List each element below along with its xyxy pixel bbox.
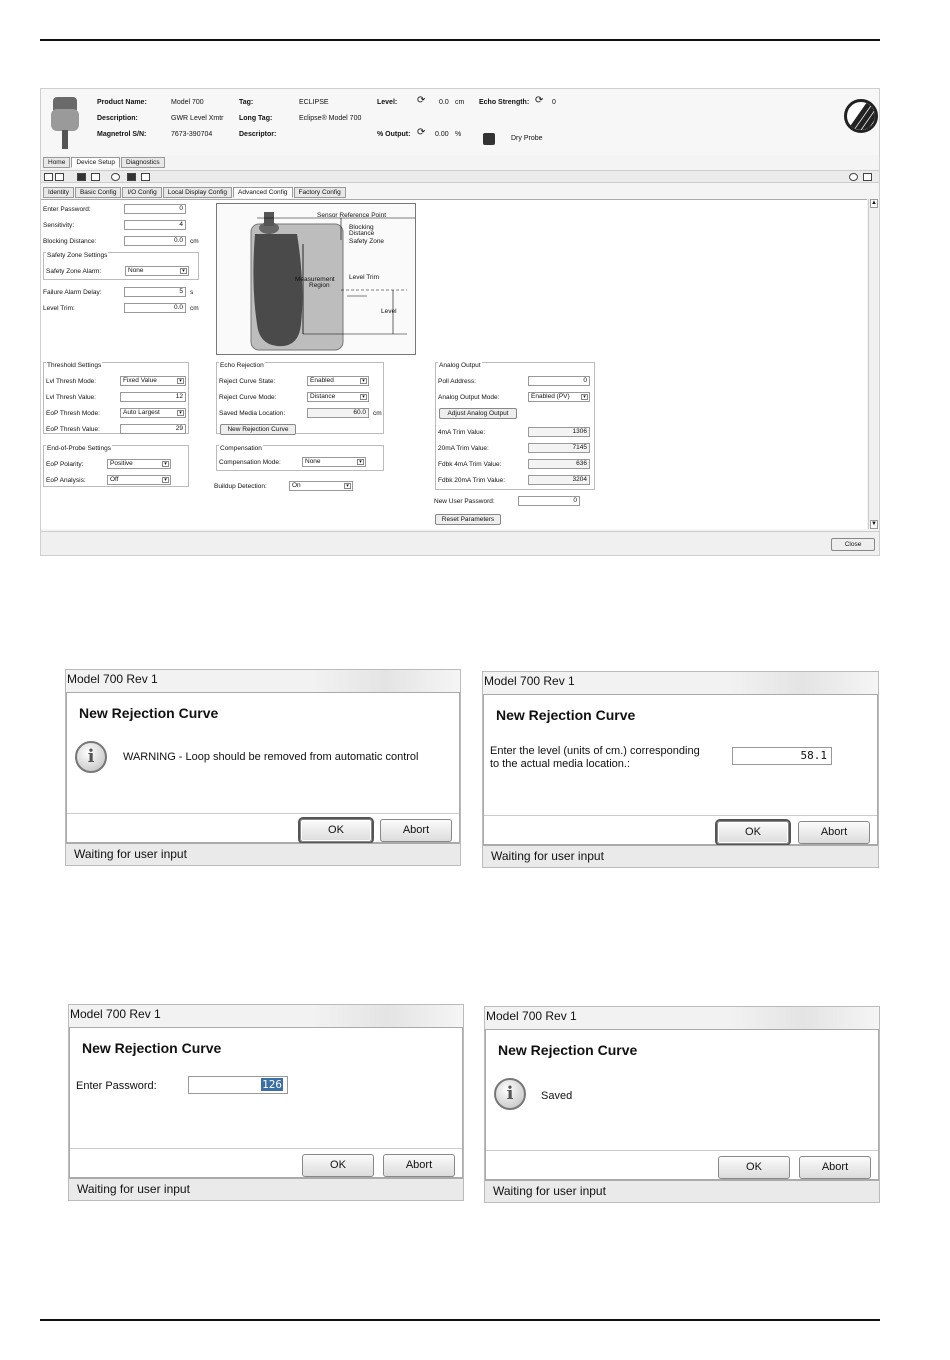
abort-button[interactable]: Abort xyxy=(380,819,452,842)
info-icon: i xyxy=(75,741,107,773)
poll-address-field[interactable]: 0 xyxy=(528,376,590,386)
chevron-down-icon: ▾ xyxy=(180,268,187,274)
dialog-heading: New Rejection Curve xyxy=(82,1040,222,1056)
eop-polarity-select[interactable]: Positive ▾ xyxy=(107,459,171,469)
title-bar-fade xyxy=(728,672,878,694)
level-diagram-label: Level xyxy=(381,308,397,315)
saved-media-location-unit: cm xyxy=(373,410,382,417)
level-input[interactable]: 58.1 xyxy=(732,747,832,765)
status-bar: Waiting for user input xyxy=(485,1180,879,1202)
compensation-title: Compensation xyxy=(220,445,262,452)
tab-basic-config[interactable]: Basic Config xyxy=(75,187,122,198)
dialog-body xyxy=(69,1027,463,1178)
serial-label: Magnetrol S/N: xyxy=(97,131,147,138)
output-unit: % xyxy=(455,131,462,138)
password-dialog xyxy=(68,1004,464,1201)
password-label: Enter Password: xyxy=(76,1080,157,1092)
dialog-body xyxy=(485,1029,879,1180)
refresh-icon[interactable]: ⟳ xyxy=(417,127,426,138)
measurement-label: Measurement xyxy=(295,276,335,283)
help-icon[interactable] xyxy=(849,173,858,181)
chevron-down-icon: ▾ xyxy=(177,378,184,384)
save-icon[interactable] xyxy=(77,173,86,181)
tab-factory-config[interactable]: Factory Config xyxy=(294,187,346,198)
refresh-icon[interactable]: ⟳ xyxy=(417,95,426,106)
abort-button[interactable]: Abort xyxy=(799,1156,871,1179)
dialog-body xyxy=(483,694,878,845)
long-tag-label: Long Tag: xyxy=(239,115,273,122)
blocking-label: Blocking xyxy=(349,224,374,231)
fdbk-4ma-label: Fdbk 4mA Trim Value: xyxy=(438,461,502,468)
chevron-down-icon: ▾ xyxy=(344,483,351,489)
abort-button[interactable]: Abort xyxy=(383,1154,455,1177)
lvl-thresh-mode-select[interactable]: Fixed Value ▾ xyxy=(120,376,186,386)
chevron-down-icon: ▾ xyxy=(360,394,367,400)
buildup-detection-select[interactable]: On ▾ xyxy=(289,481,353,491)
sensitivity-field[interactable]: 4 xyxy=(124,220,186,230)
layout-icon[interactable] xyxy=(44,173,53,181)
ok-button[interactable]: OK xyxy=(718,1156,790,1179)
eop-analysis-label: EoP Analysis: xyxy=(46,477,86,484)
reject-curve-mode-select[interactable]: Distance ▾ xyxy=(307,392,369,402)
divider xyxy=(70,1148,462,1149)
blocking-distance-label: Blocking Distance: xyxy=(43,238,97,245)
safety-zone-alarm-label: Safety Zone Alarm: xyxy=(46,268,102,275)
chevron-down-icon: ▾ xyxy=(177,410,184,416)
safety-zone-alarm-select[interactable]: None ▾ xyxy=(125,266,189,276)
chevron-down-icon: ▾ xyxy=(357,459,364,465)
vertical-scrollbar[interactable] xyxy=(868,199,878,529)
eop-thresh-value-field[interactable]: 29 xyxy=(120,424,186,434)
layout-icon[interactable] xyxy=(55,173,64,181)
saved-media-location-label: Saved Media Location: xyxy=(219,410,286,417)
level-unit: cm xyxy=(455,99,465,106)
dialog-heading: New Rejection Curve xyxy=(496,707,636,723)
fdbk-4ma-field: 636 xyxy=(528,459,590,469)
reset-parameters-button[interactable]: Reset Parameters xyxy=(435,514,501,525)
buildup-detection-label: Buildup Detection: xyxy=(214,483,267,490)
tab-io-config[interactable]: I/O Config xyxy=(122,187,161,198)
trim-4ma-field: 1306 xyxy=(528,427,590,437)
echo-rejection-title: Echo Rejection xyxy=(220,362,264,369)
dialog-heading: New Rejection Curve xyxy=(79,705,219,721)
tag-value: ECLIPSE xyxy=(299,99,329,106)
eop-analysis-select[interactable]: Off ▾ xyxy=(107,475,171,485)
fdbk-20ma-field: 3204 xyxy=(528,475,590,485)
abort-button[interactable]: Abort xyxy=(798,821,870,844)
region-label: Region xyxy=(309,282,330,289)
level-trim-diagram-label: Level Trim xyxy=(349,274,379,281)
tab-local-display-config[interactable]: Local Display Config xyxy=(163,187,232,198)
info-icon: i xyxy=(494,1078,526,1110)
status-bar: Waiting for user input xyxy=(66,843,460,865)
divider xyxy=(486,1150,878,1151)
close-button[interactable]: Close xyxy=(831,538,875,551)
poll-address-label: Poll Address: xyxy=(438,378,476,385)
reject-curve-mode-label: Reject Curve Mode: xyxy=(219,394,277,401)
failure-delay-unit: s xyxy=(190,289,194,296)
trim-20ma-field: 7145 xyxy=(528,443,590,453)
analog-output-group xyxy=(435,362,595,490)
new-user-password-field[interactable]: 0 xyxy=(518,496,580,506)
echo-rejection-group xyxy=(216,362,384,434)
lvl-thresh-mode-label: Lvl Thresh Mode: xyxy=(46,378,97,385)
echo-strength-value: 0 xyxy=(552,99,556,106)
eop-thresh-mode-label: EoP Thresh Mode: xyxy=(46,410,100,417)
tag-label: Tag: xyxy=(239,99,254,106)
info-icon[interactable] xyxy=(863,173,872,181)
level-value: 0.0 xyxy=(439,99,449,106)
blocking-distance-unit: cm xyxy=(190,238,199,245)
level-trim-label: Level Trim: xyxy=(43,305,75,312)
status-bar: Waiting for user input xyxy=(69,1178,463,1200)
distance-label: Distance xyxy=(349,230,375,237)
reject-curve-state-label: Reject Curve State: xyxy=(219,378,276,385)
tab-home[interactable]: Home xyxy=(43,157,70,168)
analog-output-title: Analog Output xyxy=(439,362,481,369)
status-bar: Waiting for user input xyxy=(483,845,878,867)
description-label: Description: xyxy=(97,115,138,122)
enter-password-field[interactable]: 0 xyxy=(124,204,186,214)
level-trim-field[interactable]: 0.0 xyxy=(124,303,186,313)
safety-zone-label: Safety Zone xyxy=(349,238,385,245)
failure-delay-label: Failure Alarm Delay: xyxy=(43,289,102,296)
description-value: GWR Level Xmtr xyxy=(171,115,224,122)
dialog-title: Model 700 Rev 1 xyxy=(70,1007,161,1021)
eop-thresh-value-label: EoP Thresh Value: xyxy=(46,426,100,433)
scroll-down-icon[interactable]: ▼ xyxy=(871,521,877,527)
dialog-title: Model 700 Rev 1 xyxy=(486,1009,577,1023)
probe-status-indicator xyxy=(483,133,495,145)
prompt-line-2: to the actual media location.: xyxy=(490,758,631,770)
ok-button[interactable]: OK xyxy=(717,821,789,844)
echo-strength-label: Echo Strength: xyxy=(479,99,530,106)
dialog-title: Model 700 Rev 1 xyxy=(67,672,158,686)
refresh-icon[interactable]: ⟳ xyxy=(535,95,544,106)
level-entry-dialog xyxy=(482,671,879,868)
lvl-thresh-value-label: Lvl Thresh Value: xyxy=(46,394,96,401)
eop-title: End-of-Probe Settings xyxy=(47,445,111,452)
ok-button[interactable]: OK xyxy=(300,819,372,842)
reject-curve-state-select[interactable]: Enabled ▾ xyxy=(307,376,369,386)
advanced-config-panel xyxy=(41,199,867,529)
window-footer xyxy=(41,531,879,555)
divider xyxy=(484,815,877,816)
compensation-group xyxy=(216,445,384,471)
product-name-label: Product Name: xyxy=(97,99,147,106)
probe-status-text: Dry Probe xyxy=(511,135,543,142)
trend-icon[interactable] xyxy=(141,173,150,181)
tab-advanced-config[interactable]: Advanced Config xyxy=(233,187,293,198)
magnetrol-logo xyxy=(844,99,878,133)
threshold-group xyxy=(43,362,189,434)
dialog-heading: New Rejection Curve xyxy=(498,1042,638,1058)
chevron-down-icon: ▾ xyxy=(162,461,169,467)
sensitivity-label: Sensitivity: xyxy=(43,222,75,229)
bottom-rule xyxy=(40,1319,880,1321)
dialog-title: Model 700 Rev 1 xyxy=(484,674,575,688)
output-value: 0.00 xyxy=(435,131,449,138)
scroll-up-icon[interactable]: ▲ xyxy=(871,200,877,206)
device-setup-window xyxy=(40,88,880,556)
tab-identity[interactable]: Identity xyxy=(43,187,74,198)
safety-zone-group xyxy=(43,252,199,280)
title-bar-fade xyxy=(310,670,460,692)
new-rejection-curve-button[interactable]: New Rejection Curve xyxy=(220,424,296,435)
toolbar xyxy=(41,170,879,183)
long-tag-value: Eclipse® Model 700 xyxy=(299,115,362,122)
top-rule xyxy=(40,39,880,41)
ok-button[interactable]: OK xyxy=(302,1154,374,1177)
chevron-down-icon: ▾ xyxy=(162,477,169,483)
fdbk-20ma-label: Fdbk 20mA Trim Value: xyxy=(438,477,506,484)
saved-media-location-field: 60.0 xyxy=(307,408,369,418)
title-bar-fade xyxy=(729,1007,879,1029)
adjust-analog-output-button[interactable]: Adjust Analog Output xyxy=(439,408,517,419)
analog-output-mode-label: Analog Output Mode: xyxy=(438,394,500,401)
trim-20ma-label: 20mA Trim Value: xyxy=(438,445,489,452)
password-input[interactable]: 126 xyxy=(188,1076,288,1094)
warning-dialog xyxy=(65,669,461,866)
saved-dialog xyxy=(484,1006,880,1203)
config-tab-bar xyxy=(43,187,346,199)
lvl-thresh-value-field[interactable]: 12 xyxy=(120,392,186,402)
blocking-distance-field[interactable]: 0.0 xyxy=(124,236,186,246)
threshold-title: Threshold Settings xyxy=(47,362,102,369)
dialog-body xyxy=(66,692,460,843)
main-tab-bar xyxy=(43,157,165,169)
transmitter-image xyxy=(49,97,81,149)
saved-message: Saved xyxy=(541,1090,573,1102)
level-trim-unit: cm xyxy=(190,305,199,312)
analog-output-mode-select[interactable]: Enabled (PV) ▾ xyxy=(528,392,590,402)
failure-delay-field[interactable]: 5 xyxy=(124,287,186,297)
level-measurement-diagram xyxy=(216,203,416,355)
compensation-mode-select[interactable]: None ▾ xyxy=(302,457,366,467)
chevron-down-icon: ▾ xyxy=(581,394,588,400)
tab-device-setup[interactable]: Device Setup xyxy=(71,157,120,168)
level-label: Level: xyxy=(377,99,398,106)
divider xyxy=(67,813,459,814)
image-icon[interactable] xyxy=(127,173,136,181)
compensation-mode-label: Compensation Mode: xyxy=(219,459,281,466)
device-icon[interactable] xyxy=(111,173,120,181)
print-icon[interactable] xyxy=(91,173,100,181)
device-header xyxy=(41,89,879,155)
warning-message: WARNING - Loop should be removed from automatic control xyxy=(123,751,419,763)
title-bar-fade xyxy=(313,1005,463,1027)
safety-zone-title: Safety Zone Settings xyxy=(47,252,108,259)
descriptor-label: Descriptor: xyxy=(239,131,277,138)
chevron-down-icon: ▾ xyxy=(360,378,367,384)
eop-polarity-label: EoP Polarity: xyxy=(46,461,84,468)
enter-password-label: Enter Password: xyxy=(43,206,91,213)
eop-thresh-mode-select[interactable]: Auto Largest ▾ xyxy=(120,408,186,418)
product-name-value: Model 700 xyxy=(171,99,204,106)
serial-value: 7673-390704 xyxy=(171,131,213,138)
trim-4ma-label: 4mA Trim Value: xyxy=(438,429,486,436)
prompt-line-1: Enter the level (units of cm.) corresponding xyxy=(490,745,700,757)
output-label: % Output: xyxy=(377,131,411,138)
tab-diagnostics[interactable]: Diagnostics xyxy=(121,157,165,168)
sensor-reference-label: Sensor Reference Point xyxy=(317,212,387,219)
new-user-password-label: New User Password: xyxy=(434,498,495,505)
eop-group xyxy=(43,445,189,487)
